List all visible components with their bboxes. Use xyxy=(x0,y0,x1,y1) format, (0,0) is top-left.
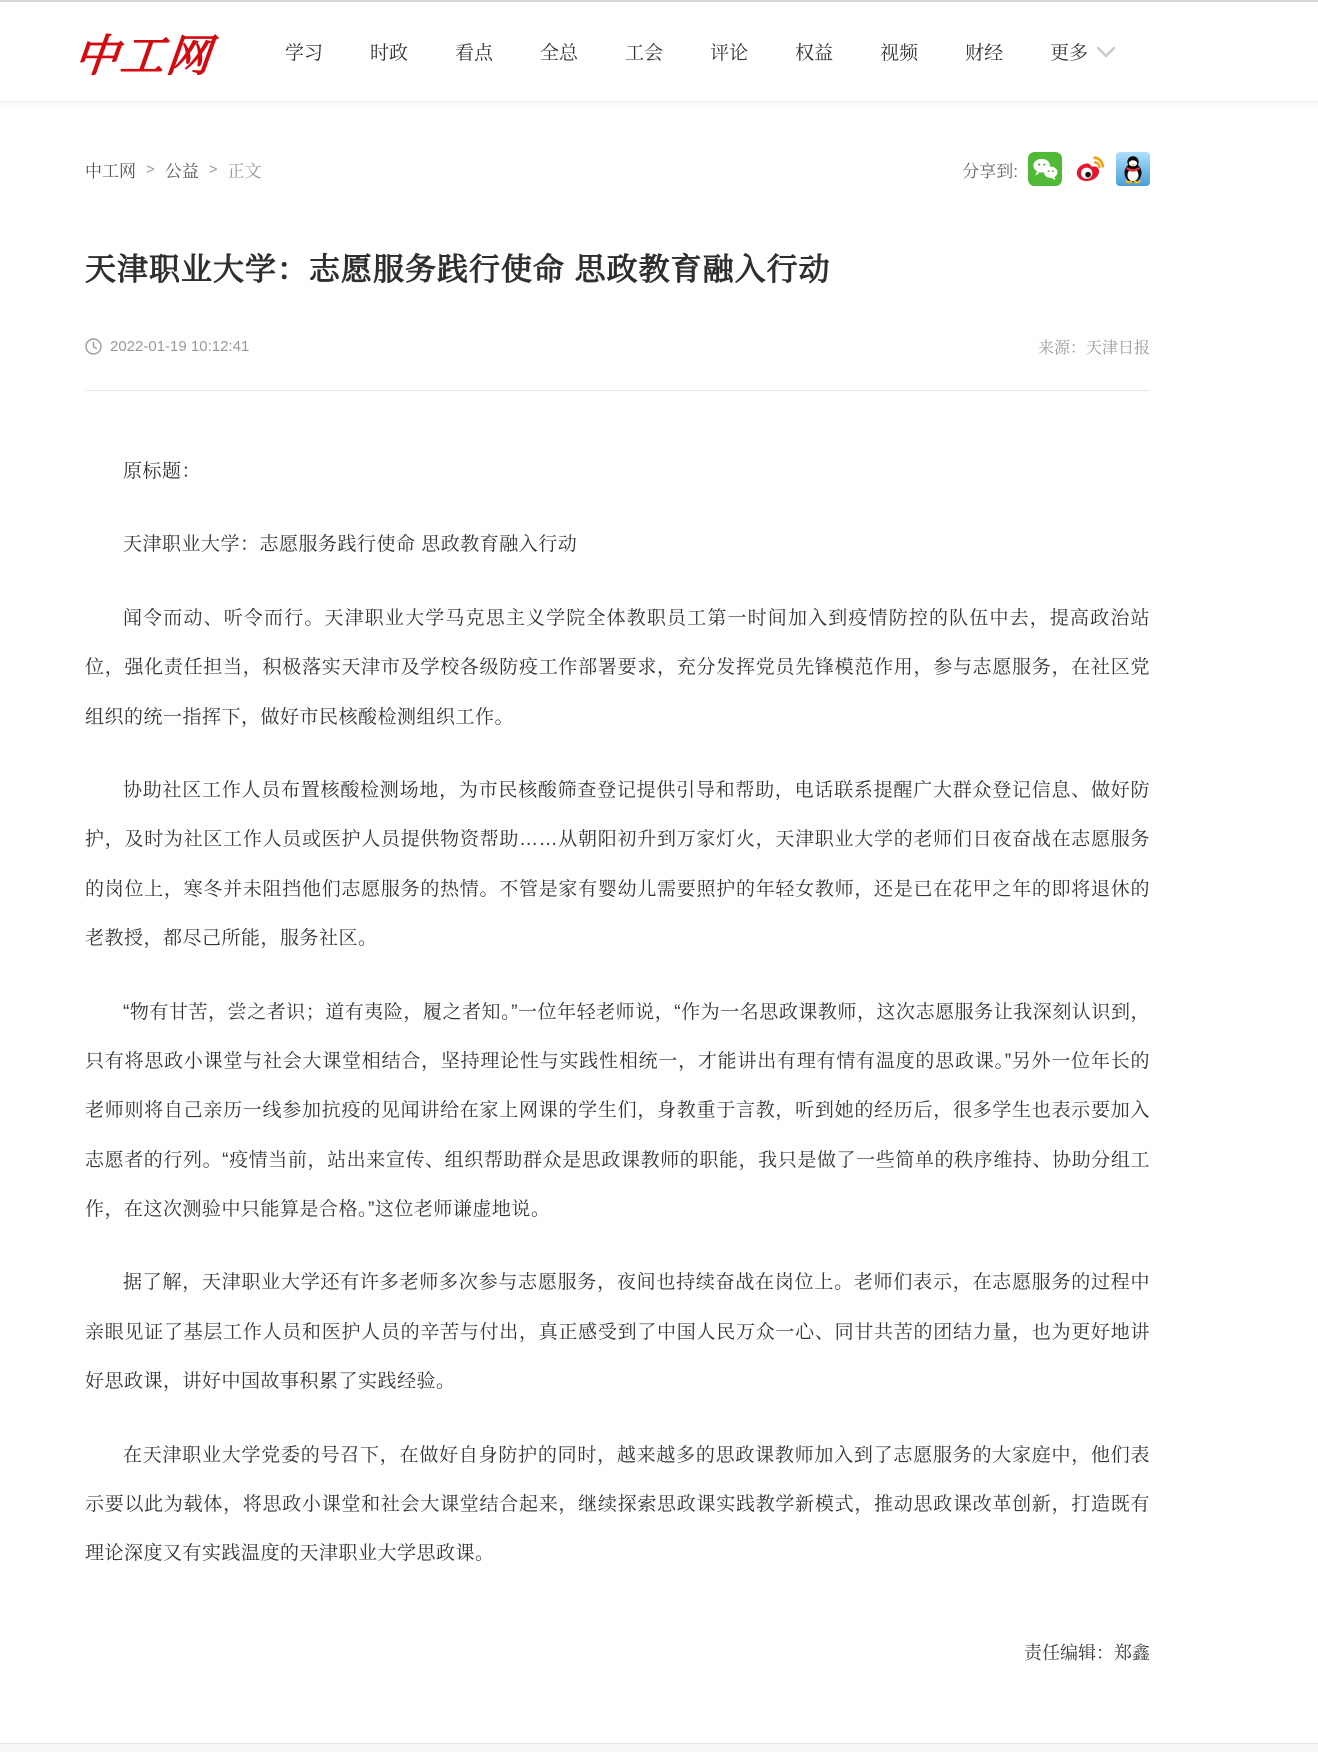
article-paragraph: “物有甘苦，尝之者识；道有夷险，履之者知。”一位年轻老师说，“作为一名思政课教师，这次志愿服务让我深刻认识到，只有将思政小课堂与社会大课堂相结合，坚持理论性与实践性相统一，才能讲出有理有情有温度的思政课。”另外一位年长的老师则将自己亲历一线参加抗疫的见闻讲给在家上网课的学生们，身教重于言教，听到她的经历后，很多学生也表示要加入志愿者的行列。“疫情当前，站出来宣传、组织帮助群众是思政课教师的职能，我只是做了一些简单的秩序维持、协助分组工作，在这次测验中只能算是合格。”这位老师谦虚地说。 xyxy=(85,1001,1150,1221)
qq-share-icon[interactable] xyxy=(1116,152,1150,186)
weibo-share-icon[interactable] xyxy=(1072,152,1106,186)
article-paragraph: 据了解，天津职业大学还有许多老师多次参与志愿服务，夜间也持续奋战在岗位上。老师们表示，在志愿服务的过程中亲眼见证了基层工作人员和医护人员的辛苦与付出，真正感受到了中国人民万众一心、同甘共苦的团结力量，也为更好地讲好思政课，讲好中国故事积累了实践经验。 xyxy=(85,1272,1150,1393)
chevron-down-icon xyxy=(1096,46,1116,58)
site-header xyxy=(0,2,1318,102)
breadcrumb-current: 正文 xyxy=(227,161,262,181)
article-body xyxy=(85,447,1150,1579)
article-meta-row xyxy=(85,335,1150,391)
breadcrumb-separator: > xyxy=(208,160,218,178)
page-title: 天津职业大学：志愿服务践行使命 思政教育融入行动 xyxy=(85,252,831,287)
article-paragraph: 闻令而动、听令而行。天津职业大学马克思主义学院全体教职员工第一时间加入到疫情防控的队伍中去，提高政治站位，强化责任担当，积极落实天津市及学校各级防疫工作部署要求，充分发挥党员先锋模范作用，参与志愿服务，在社区党组织的统一指挥下，做好市民核酸检测组织工作。 xyxy=(85,607,1150,728)
breadcrumb xyxy=(85,157,262,182)
share-label: 分享到: xyxy=(962,161,1018,181)
nav-item-rights[interactable]: 权益 xyxy=(795,43,834,64)
article-paragraph: 在天津职业大学党委的号召下，在做好自身防护的同时，越来越多的思政课教师加入到了志愿服务的大家庭中，他们表示要以此为载体，将思政小课堂和社会大课堂结合起来，继续探索思政课实践教学新模式，推动思政课改革创新，打造既有理论深度又有实践温度的天津职业大学思政课。 xyxy=(85,1444,1150,1565)
article-source: 来源：天津日报 xyxy=(1037,340,1150,357)
publish-date xyxy=(85,338,249,355)
nav-more-label: 更多 xyxy=(1050,43,1089,64)
nav-item-federation[interactable]: 全总 xyxy=(540,43,579,64)
share-box xyxy=(962,152,1150,186)
nav-item-highlights[interactable]: 看点 xyxy=(455,43,494,64)
wechat-share-icon[interactable] xyxy=(1028,152,1062,186)
nav-item-finance[interactable]: 财经 xyxy=(965,43,1004,64)
nav-item-politics[interactable]: 时政 xyxy=(370,43,409,64)
clock-icon xyxy=(85,338,102,355)
nav-item-video[interactable]: 视频 xyxy=(880,43,919,64)
nav-item-comment[interactable]: 评论 xyxy=(710,43,749,64)
main-nav xyxy=(285,38,1116,65)
original-title-label: 原标题： xyxy=(123,461,202,482)
nav-item-union[interactable]: 工会 xyxy=(625,43,664,64)
breadcrumb-separator: > xyxy=(146,160,155,178)
nav-item-study[interactable]: 学习 xyxy=(285,43,324,64)
nav-item-more[interactable] xyxy=(1050,38,1116,65)
breadcrumb-home[interactable]: 中工网 xyxy=(85,161,136,181)
breadcrumb-share-row xyxy=(85,152,1150,186)
breadcrumb-section[interactable]: 公益 xyxy=(164,161,199,181)
footer-strip xyxy=(0,1744,1318,1752)
site-logo[interactable]: 中工网 xyxy=(71,31,216,81)
original-title: 天津职业大学：志愿服务践行使命 思政教育融入行动 xyxy=(123,534,578,556)
publish-date-text: 2022-01-19 10:12:41 xyxy=(110,338,250,355)
editor-credit: 责任编辑：郑鑫 xyxy=(1024,1642,1150,1663)
article-paragraph: 协助社区工作人员布置核酸检测场地，为市民核酸筛查登记提供引导和帮助，电话联系提醒广大群众登记信息、做好防护，及时为社区工作人员或医护人员提供物资帮助……从朝阳初升到万家灯火，天津职业大学的老师们日夜奋战在志愿服务的岗位上，寒冬并未阻挡他们志愿服务的热情。不管是家有婴幼儿需要照护的年轻女教师，还是已在花甲之年的即将退休的老教授，都尽己所能，服务社区。 xyxy=(85,779,1150,950)
